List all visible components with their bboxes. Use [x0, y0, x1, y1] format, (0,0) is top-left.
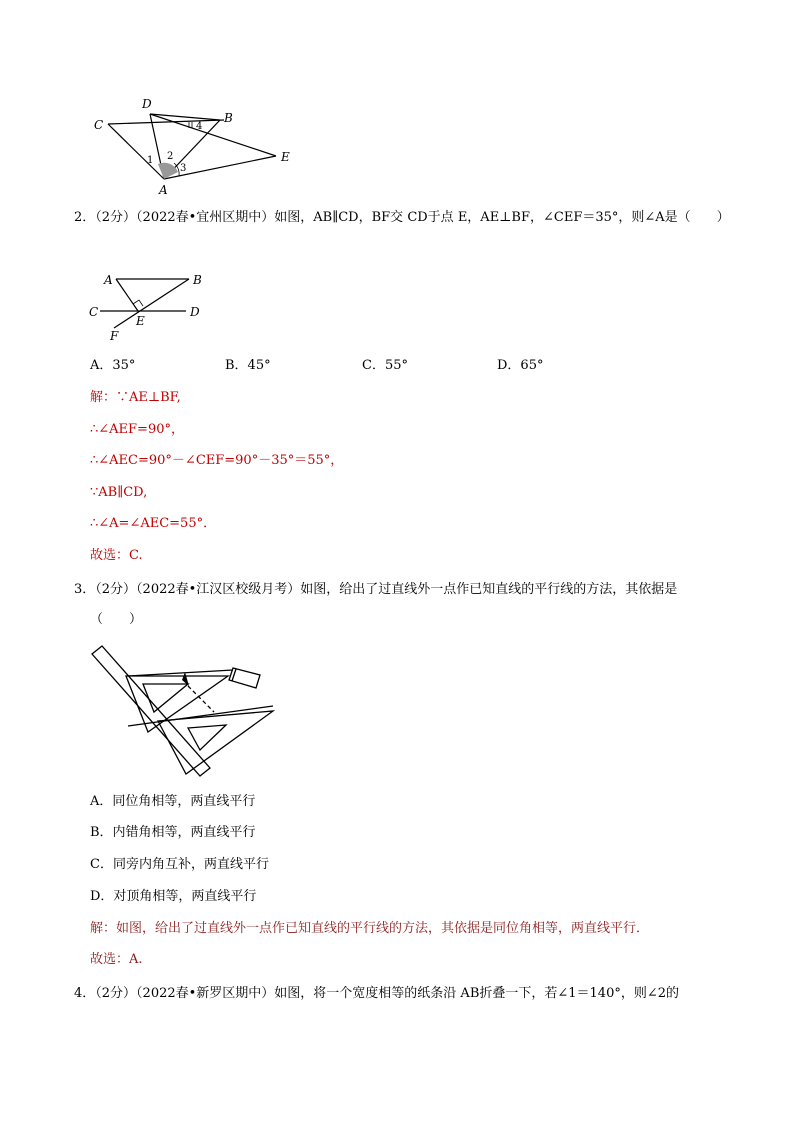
label-D: D: [190, 305, 200, 319]
q3-option-b: B．内错角相等，两直线平行: [90, 825, 256, 840]
q2-solution-2: ∴∠AEF=90°，: [90, 422, 184, 437]
label-E: E: [281, 150, 290, 164]
q3-option-c: C．同旁内角互补，两直线平行: [90, 857, 269, 872]
q3-solution-1: 解：如图，给出了过直线外一点作已知直线的平行线的方法，其依据是同位角相等，两直线平行．: [90, 921, 650, 936]
label-B: B: [193, 273, 202, 287]
q3-option-d: D．对顶角相等，两直线平行: [90, 889, 257, 904]
q2-solution-1: 解：∵AE⊥BF,: [90, 390, 181, 405]
label-B: B: [224, 111, 233, 125]
figure-ruler-triangle: [88, 642, 278, 777]
q2-option-c: C．55°: [362, 358, 408, 373]
question-3-stem: 3．（2分）（2022春•江汉区校级月考）如图，给出了过直线外一点作已知直线的平行线的方法，其依据是: [74, 582, 678, 597]
q2-solution-4: ∵AB∥CD,: [90, 485, 148, 500]
label-C: C: [94, 118, 104, 132]
label-C: C: [89, 305, 99, 319]
figure-angles: [88, 92, 308, 202]
q2-option-b: B．45°: [225, 358, 271, 373]
label-A: A: [104, 273, 113, 287]
angle-4: 4: [196, 121, 203, 132]
label-D: D: [142, 97, 152, 111]
question-4-stem: 4．（2分）（2022春•新罗区期中）如图，将一个宽度相等的纸条沿 AB折叠一下，若∠1＝140°，则∠2的: [74, 986, 680, 1001]
label-A: A: [159, 183, 168, 197]
q2-solution-5: ∴∠A=∠AEC=55°．: [90, 516, 217, 531]
q2-solution-6: 故选：C.: [90, 548, 143, 563]
figure-q2: [86, 266, 216, 346]
q2-option-d: D．65°: [497, 358, 544, 373]
q2-solution-3: ∴∠AEC=90°－∠CEF=90°－35°＝55°，: [90, 453, 344, 468]
q2-option-a: A．35°: [90, 358, 136, 373]
label-E: E: [136, 314, 145, 328]
angle-3: 3: [180, 163, 187, 174]
question-3-stem-2: （ ）: [90, 612, 143, 627]
angle-2: 2: [167, 151, 174, 162]
angle-1: 1: [147, 155, 154, 166]
q3-option-a: A．同位角相等，两直线平行: [90, 794, 256, 809]
question-2-stem: 2．（2分）（2022春•宜州区期中）如图，AB∥CD，BF交 CD于点 E，AE⊥BF，∠CEF＝35°，则∠A是（ ）: [74, 210, 730, 225]
label-F: F: [110, 329, 119, 343]
q3-solution-2: 故选：A.: [90, 952, 143, 967]
